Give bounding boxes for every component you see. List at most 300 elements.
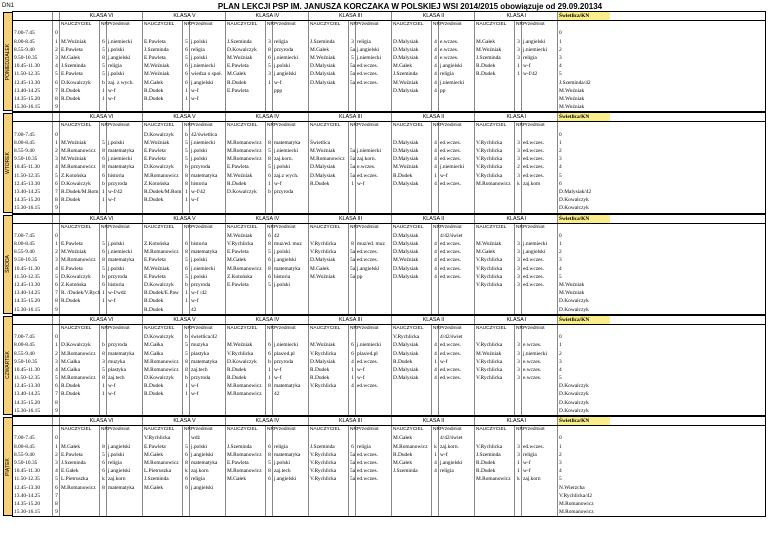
corner-cell	[53, 417, 60, 425]
teacher-cell	[226, 484, 266, 492]
teacher-cell: R.Dudek	[309, 180, 349, 188]
sheet-tag: DN1	[2, 3, 15, 9]
teacher-cell: J.Szeminda	[60, 459, 100, 467]
teacher-cell: D.Malysiak	[392, 38, 432, 46]
subject-cell	[356, 289, 392, 297]
room-cell: 5	[266, 62, 273, 70]
room-cell: 6	[266, 341, 273, 349]
subject-cell	[439, 484, 475, 492]
room-cell: 3	[266, 38, 273, 46]
teacher-cell: E.Gałek	[60, 467, 100, 475]
room-cell: 3	[515, 256, 522, 264]
subject-header: Przedmiot	[522, 224, 558, 232]
subject-cell: w-f/wdż	[107, 289, 143, 297]
teacher-cell	[475, 434, 515, 442]
lesson-time: 8.00-8.45	[13, 38, 53, 46]
subject-header: Przedmiot	[107, 21, 143, 29]
subject-cell: 42	[273, 232, 309, 240]
subject-cell	[107, 333, 143, 341]
room-cell	[515, 103, 522, 111]
lesson-time: 13.40-14.25	[13, 188, 53, 196]
room-cell: 5	[266, 459, 273, 467]
teacher-cell	[226, 500, 266, 508]
teacher-cell: M.Gałka	[143, 350, 183, 358]
room-cell: 5	[183, 443, 190, 451]
right-header: Świetlica/KN	[558, 113, 610, 121]
class-name: KLASA I	[475, 316, 558, 324]
room-cell	[432, 434, 439, 442]
subject-header: Przedmiot	[356, 426, 392, 434]
teacher-cell	[226, 492, 266, 500]
teacher-header: NAUCZYCIEL	[475, 21, 515, 29]
room-cell	[349, 95, 356, 103]
subject-cell: j.polski	[273, 459, 309, 467]
subject-cell: matematyka	[190, 358, 226, 366]
subject-cell	[273, 508, 309, 516]
teacher-cell	[143, 29, 183, 37]
right-header: Świetlica/KN	[558, 12, 610, 20]
teacher-cell: Z.Kotońska	[143, 240, 183, 248]
room-cell: 5	[266, 147, 273, 155]
teacher-cell	[309, 204, 349, 212]
class-name: KLASA IV	[226, 417, 309, 425]
room-cell: 4	[432, 273, 439, 281]
teacher-cell	[392, 382, 432, 390]
teacher-cell: R.Dudek	[60, 196, 100, 204]
subject-cell	[439, 281, 475, 289]
subject-cell: j.niemiecki	[522, 350, 558, 358]
room-cell	[100, 407, 107, 415]
teacher-cell: D.Kowalczyk	[226, 188, 266, 196]
teacher-cell: M.Woźniak	[392, 79, 432, 87]
teacher-cell: E.Pawleta	[226, 62, 266, 70]
teacher-header: NAUCZYCIEL	[143, 122, 183, 130]
room-cell	[266, 399, 273, 407]
room-cell: 8	[183, 459, 190, 467]
corner-cell	[53, 12, 60, 20]
teacher-cell: M.Woźniak	[309, 54, 349, 62]
lesson-number: 2	[53, 248, 60, 256]
subject-cell: 4/42/świet	[439, 333, 475, 341]
teacher-header: NAUCZYCIEL	[226, 426, 266, 434]
room-cell: 5	[183, 38, 190, 46]
subject-cell: w-f	[273, 79, 309, 87]
subject-cell	[439, 103, 475, 111]
day-name: PONIEDZIAŁEK	[5, 43, 11, 80]
subject-cell	[190, 204, 226, 212]
subject-cell: w-f	[107, 382, 143, 390]
number-header	[53, 21, 60, 29]
teacher-cell: M.Woźniak	[60, 38, 100, 46]
subject-cell	[356, 333, 392, 341]
room-header: NR	[515, 21, 522, 29]
room-cell: 1	[266, 79, 273, 87]
lesson-time: 12.45-13.30	[13, 79, 53, 87]
subject-cell: ed.wczes.	[356, 256, 392, 264]
teacher-cell: V.Rychlicka	[309, 350, 349, 358]
class-name: KLASA V	[143, 12, 226, 20]
subject-cell: e.wczes.	[356, 163, 392, 171]
teacher-cell: V.Rychlicka	[309, 475, 349, 483]
room-cell: 5a	[350, 273, 356, 280]
lesson-row	[13, 62, 765, 70]
room-cell: 5	[266, 163, 273, 171]
teacher-cell	[392, 500, 432, 508]
subject-cell	[439, 196, 475, 204]
subject-cell: plastyka	[107, 366, 143, 374]
room-cell: 8	[100, 484, 107, 492]
teacher-header: NAUCZYCIEL	[309, 426, 349, 434]
lesson-number: 1	[53, 38, 60, 46]
teacher-cell: M.Gałek	[226, 475, 266, 483]
lesson-number: 0	[53, 29, 60, 37]
subject-cell	[439, 500, 475, 508]
subject-cell: przyroda	[190, 374, 226, 382]
right-cell: 3	[559, 358, 562, 365]
teacher-cell: R.Dudek	[143, 95, 183, 103]
right-blank	[558, 224, 610, 232]
right-cell: V.Rychlicka/42	[559, 492, 593, 499]
room-cell: 3	[515, 374, 522, 382]
teacher-cell: E.Pawleta	[143, 273, 183, 281]
lesson-time: 13.40-14.25	[13, 87, 53, 95]
subject-cell: ed.wczes.	[522, 273, 558, 281]
class-name: KLASA II	[392, 113, 475, 121]
subject-header: Przedmiot	[522, 325, 558, 333]
class-name: KLASA I	[475, 113, 558, 121]
room-cell: b	[100, 79, 107, 87]
room-cell: 1	[515, 62, 522, 70]
teacher-cell: E.Pawleta	[226, 163, 266, 171]
room-cell: 3	[515, 172, 522, 180]
room-cell: 8	[183, 172, 190, 180]
room-cell: 5	[183, 139, 190, 147]
teacher-cell: V.Rychlicka	[309, 240, 349, 248]
lesson-time: 8.55-9.40	[13, 46, 53, 54]
room-cell: 6	[266, 172, 273, 180]
right-cell: M.Romanowicz	[559, 500, 594, 507]
lesson-number: 0	[53, 131, 60, 139]
subject-cell	[190, 103, 226, 111]
subject-cell: e.wczes.	[522, 366, 558, 374]
room-cell: 1	[349, 180, 356, 188]
room-cell	[515, 484, 522, 492]
subject-cell	[439, 407, 475, 415]
lesson-time: 10.45-11.30	[13, 265, 53, 273]
subject-cell: j.angielski	[190, 79, 226, 87]
room-header: NR	[432, 224, 439, 232]
teacher-cell: M.Romanowicz	[60, 147, 100, 155]
time-header	[13, 426, 53, 434]
subject-cell	[273, 399, 309, 407]
teacher-cell	[143, 500, 183, 508]
room-cell	[266, 492, 273, 500]
room-cell	[515, 29, 522, 37]
class-name: KLASA V	[143, 215, 226, 223]
lesson-row	[13, 147, 765, 155]
lesson-row	[13, 139, 765, 147]
teacher-header: NAUCZYCIEL	[475, 224, 515, 232]
room-cell	[266, 95, 273, 103]
subject-cell: historia	[190, 240, 226, 248]
teacher-cell	[475, 508, 515, 516]
room-cell: 1	[349, 366, 356, 374]
class-name: KLASA III	[309, 417, 392, 425]
teacher-cell	[60, 500, 100, 508]
subject-cell	[273, 500, 309, 508]
corner-cell	[13, 316, 53, 324]
teacher-cell	[392, 399, 432, 407]
day-label	[3, 417, 13, 516]
teacher-cell: M.Romanowicz	[143, 172, 183, 180]
subject-cell	[356, 232, 392, 240]
lesson-number: 6	[53, 281, 60, 289]
room-cell: 5a	[350, 257, 356, 264]
subject-cell: matematyka	[273, 382, 309, 390]
teacher-cell: R.Dudek/M.Rom	[61, 188, 99, 195]
room-cell	[183, 399, 190, 407]
subject-cell: ed.wczes.	[522, 163, 558, 171]
right-cell: 4	[559, 63, 562, 70]
room-cell: 4	[432, 265, 439, 273]
subject-cell: w-f	[190, 390, 226, 398]
teacher-cell: D.Kowalczyk	[143, 333, 183, 341]
teacher-cell: M.Romanowicz	[226, 139, 266, 147]
subject-cell	[107, 399, 143, 407]
teacher-cell	[143, 103, 183, 111]
room-header: NR	[266, 224, 273, 232]
room-cell: 5a	[350, 468, 356, 475]
room-cell: 3	[515, 273, 522, 281]
teacher-cell: M.Woźniak	[475, 46, 515, 54]
room-cell	[349, 390, 356, 398]
subject-cell: j.angielski	[522, 38, 558, 46]
lesson-number: 9	[53, 508, 60, 516]
lesson-row	[13, 467, 765, 475]
teacher-cell	[226, 434, 266, 442]
subject-cell: j.polski	[190, 38, 226, 46]
lesson-row	[13, 46, 765, 54]
lesson-row	[13, 248, 765, 256]
right-cell: D.Kowalczyk	[559, 205, 589, 212]
lesson-row	[13, 79, 765, 87]
teacher-header: NAUCZYCIEL	[309, 21, 349, 29]
room-cell: 5a	[350, 265, 356, 272]
room-cell	[349, 103, 356, 111]
room-cell: 5a	[350, 156, 356, 163]
subject-cell: ed.wczes.	[439, 265, 475, 273]
room-cell: 8	[266, 139, 273, 147]
subject-header: Przedmiot	[356, 224, 392, 232]
subject-cell: historia	[107, 172, 143, 180]
subject-cell: j.niemiecki	[107, 155, 143, 163]
room-cell: 4	[432, 147, 439, 155]
right-cell: 5	[559, 375, 562, 382]
class-name: KLASA IV	[226, 215, 309, 223]
subject-cell: religia	[273, 38, 309, 46]
teacher-cell: V.Rychlicka	[475, 265, 515, 273]
lesson-time: 14.35-15.20	[13, 196, 53, 204]
subject-cell	[439, 399, 475, 407]
right-blank	[558, 21, 610, 29]
subject-cell: religia	[522, 54, 558, 62]
room-header: NR	[100, 325, 107, 333]
right-cell: D.Kowalczyk	[559, 407, 589, 414]
teacher-cell: D.Malysiak	[392, 54, 432, 62]
subject-cell: ed.wczes.	[356, 358, 392, 366]
room-cell: 6	[266, 256, 273, 264]
subject-header: Przedmiot	[439, 122, 475, 130]
subject-cell: plas/ed.pl	[273, 350, 309, 358]
teacher-cell	[60, 333, 100, 341]
column-header-row	[13, 224, 765, 232]
lesson-row	[13, 29, 765, 37]
corner-cell	[13, 417, 53, 425]
subject-cell	[356, 188, 392, 196]
teacher-cell	[226, 508, 266, 516]
subject-cell: w-f	[522, 459, 558, 467]
teacher-cell: M.Romanowicz	[60, 256, 100, 264]
lesson-time: 9.50-10.35	[13, 459, 53, 467]
teacher-cell: M.Romanowicz	[60, 374, 100, 382]
room-cell: 8	[100, 350, 107, 358]
teacher-cell	[226, 103, 266, 111]
lesson-number: 4	[53, 467, 60, 475]
subject-cell: 42	[273, 390, 309, 398]
subject-cell	[439, 508, 475, 516]
teacher-cell	[226, 289, 266, 297]
teacher-cell	[226, 399, 266, 407]
room-cell: 8	[183, 248, 190, 256]
lesson-row	[13, 281, 765, 289]
day-name: ŚRODA	[5, 255, 11, 274]
subject-header: Przedmiot	[190, 122, 226, 130]
teacher-header: NAUCZYCIEL	[392, 224, 432, 232]
subject-cell	[356, 297, 392, 305]
room-cell: 3	[515, 38, 522, 46]
lesson-row	[13, 366, 765, 374]
room-cell: b	[100, 273, 107, 281]
teacher-header: NAUCZYCIEL	[60, 325, 100, 333]
lesson-time: 12.45-13.30	[13, 180, 53, 188]
subject-cell	[190, 492, 226, 500]
room-cell: 8	[266, 155, 273, 163]
room-cell	[515, 196, 522, 204]
teacher-cell: D.Malysiak	[392, 273, 432, 281]
teacher-cell	[226, 407, 266, 415]
teacher-cell	[392, 188, 432, 196]
room-cell: 4	[432, 87, 439, 95]
subject-cell	[439, 390, 475, 398]
teacher-cell: V.Rychlicka	[309, 467, 349, 475]
room-cell	[266, 103, 273, 111]
teacher-cell: R.Dudek	[60, 382, 100, 390]
day-name: CZWARTEK	[5, 351, 11, 380]
teacher-header: NAUCZYCIEL	[226, 325, 266, 333]
room-cell: 4	[432, 62, 439, 70]
subject-cell: w-f	[356, 180, 392, 188]
room-cell: b	[183, 281, 190, 289]
subject-cell: w-f/42	[107, 188, 143, 196]
teacher-cell	[226, 333, 266, 341]
teacher-cell: J.Szeminda	[309, 38, 349, 46]
room-cell	[432, 281, 439, 289]
class-name: KLASA II	[392, 417, 475, 425]
room-cell	[349, 399, 356, 407]
teacher-cell: M.Romanowicz	[475, 475, 515, 483]
lesson-number: 3	[53, 54, 60, 62]
subject-cell	[107, 407, 143, 415]
teacher-cell: D.Malysiak	[309, 172, 349, 180]
teacher-cell	[309, 87, 349, 95]
teacher-cell	[392, 281, 432, 289]
room-cell	[100, 306, 107, 314]
teacher-cell	[143, 232, 183, 240]
teacher-cell	[309, 399, 349, 407]
teacher-cell: V.Rychlicka	[475, 366, 515, 374]
subject-cell	[356, 103, 392, 111]
room-cell	[100, 103, 107, 111]
room-cell: 4	[432, 180, 439, 188]
room-cell	[432, 500, 439, 508]
teacher-cell: D.Kowalczyk	[143, 374, 183, 382]
teacher-cell: E.Pawleta	[143, 38, 183, 46]
teacher-cell	[309, 333, 349, 341]
lesson-time: 7.00-7.45	[13, 131, 53, 139]
subject-cell	[273, 297, 309, 305]
teacher-cell: V.Rychlicka	[309, 459, 349, 467]
lesson-row	[13, 204, 765, 212]
teacher-cell: D.Kowalczyk	[226, 46, 266, 54]
room-cell: 6	[100, 467, 107, 475]
teacher-cell: V.Rychlicka	[475, 139, 515, 147]
lesson-time: 11.50-12.35	[13, 70, 53, 78]
teacher-cell	[226, 306, 266, 314]
subject-header: Przedmiot	[439, 426, 475, 434]
subject-header: Przedmiot	[439, 224, 475, 232]
subject-cell: w-f	[107, 297, 143, 305]
room-cell	[515, 333, 522, 341]
teacher-header: NAUCZYCIEL	[309, 224, 349, 232]
lesson-number: 1	[53, 139, 60, 147]
room-cell	[349, 484, 356, 492]
subject-header: Przedmiot	[190, 325, 226, 333]
subject-header: Przedmiot	[522, 21, 558, 29]
teacher-cell: D.Malysiak	[392, 155, 432, 163]
subject-cell	[522, 188, 558, 196]
subject-cell	[273, 407, 309, 415]
subject-cell: j.polski	[107, 451, 143, 459]
room-cell	[515, 79, 522, 87]
teacher-cell: M.Woźniak	[226, 232, 266, 240]
teacher-cell: Z.Kotońska	[143, 180, 183, 188]
subject-cell: ed.wczes.	[356, 70, 392, 78]
subject-cell	[439, 289, 475, 297]
room-cell: k	[100, 475, 107, 483]
teacher-cell: M.Woźniak	[60, 248, 100, 256]
room-cell: 6	[266, 273, 273, 281]
room-cell: 3	[349, 38, 356, 46]
teacher-cell: M.Romanowicz	[143, 358, 183, 366]
subject-cell: przyroda	[273, 358, 309, 366]
room-cell: k	[432, 443, 439, 451]
subject-cell: j.angielski	[439, 459, 475, 467]
lesson-number: 3	[53, 155, 60, 163]
subject-cell: ed.wczes.	[439, 155, 475, 163]
lesson-row	[13, 240, 765, 248]
subject-cell: w-f	[190, 382, 226, 390]
room-header: NR	[183, 325, 190, 333]
